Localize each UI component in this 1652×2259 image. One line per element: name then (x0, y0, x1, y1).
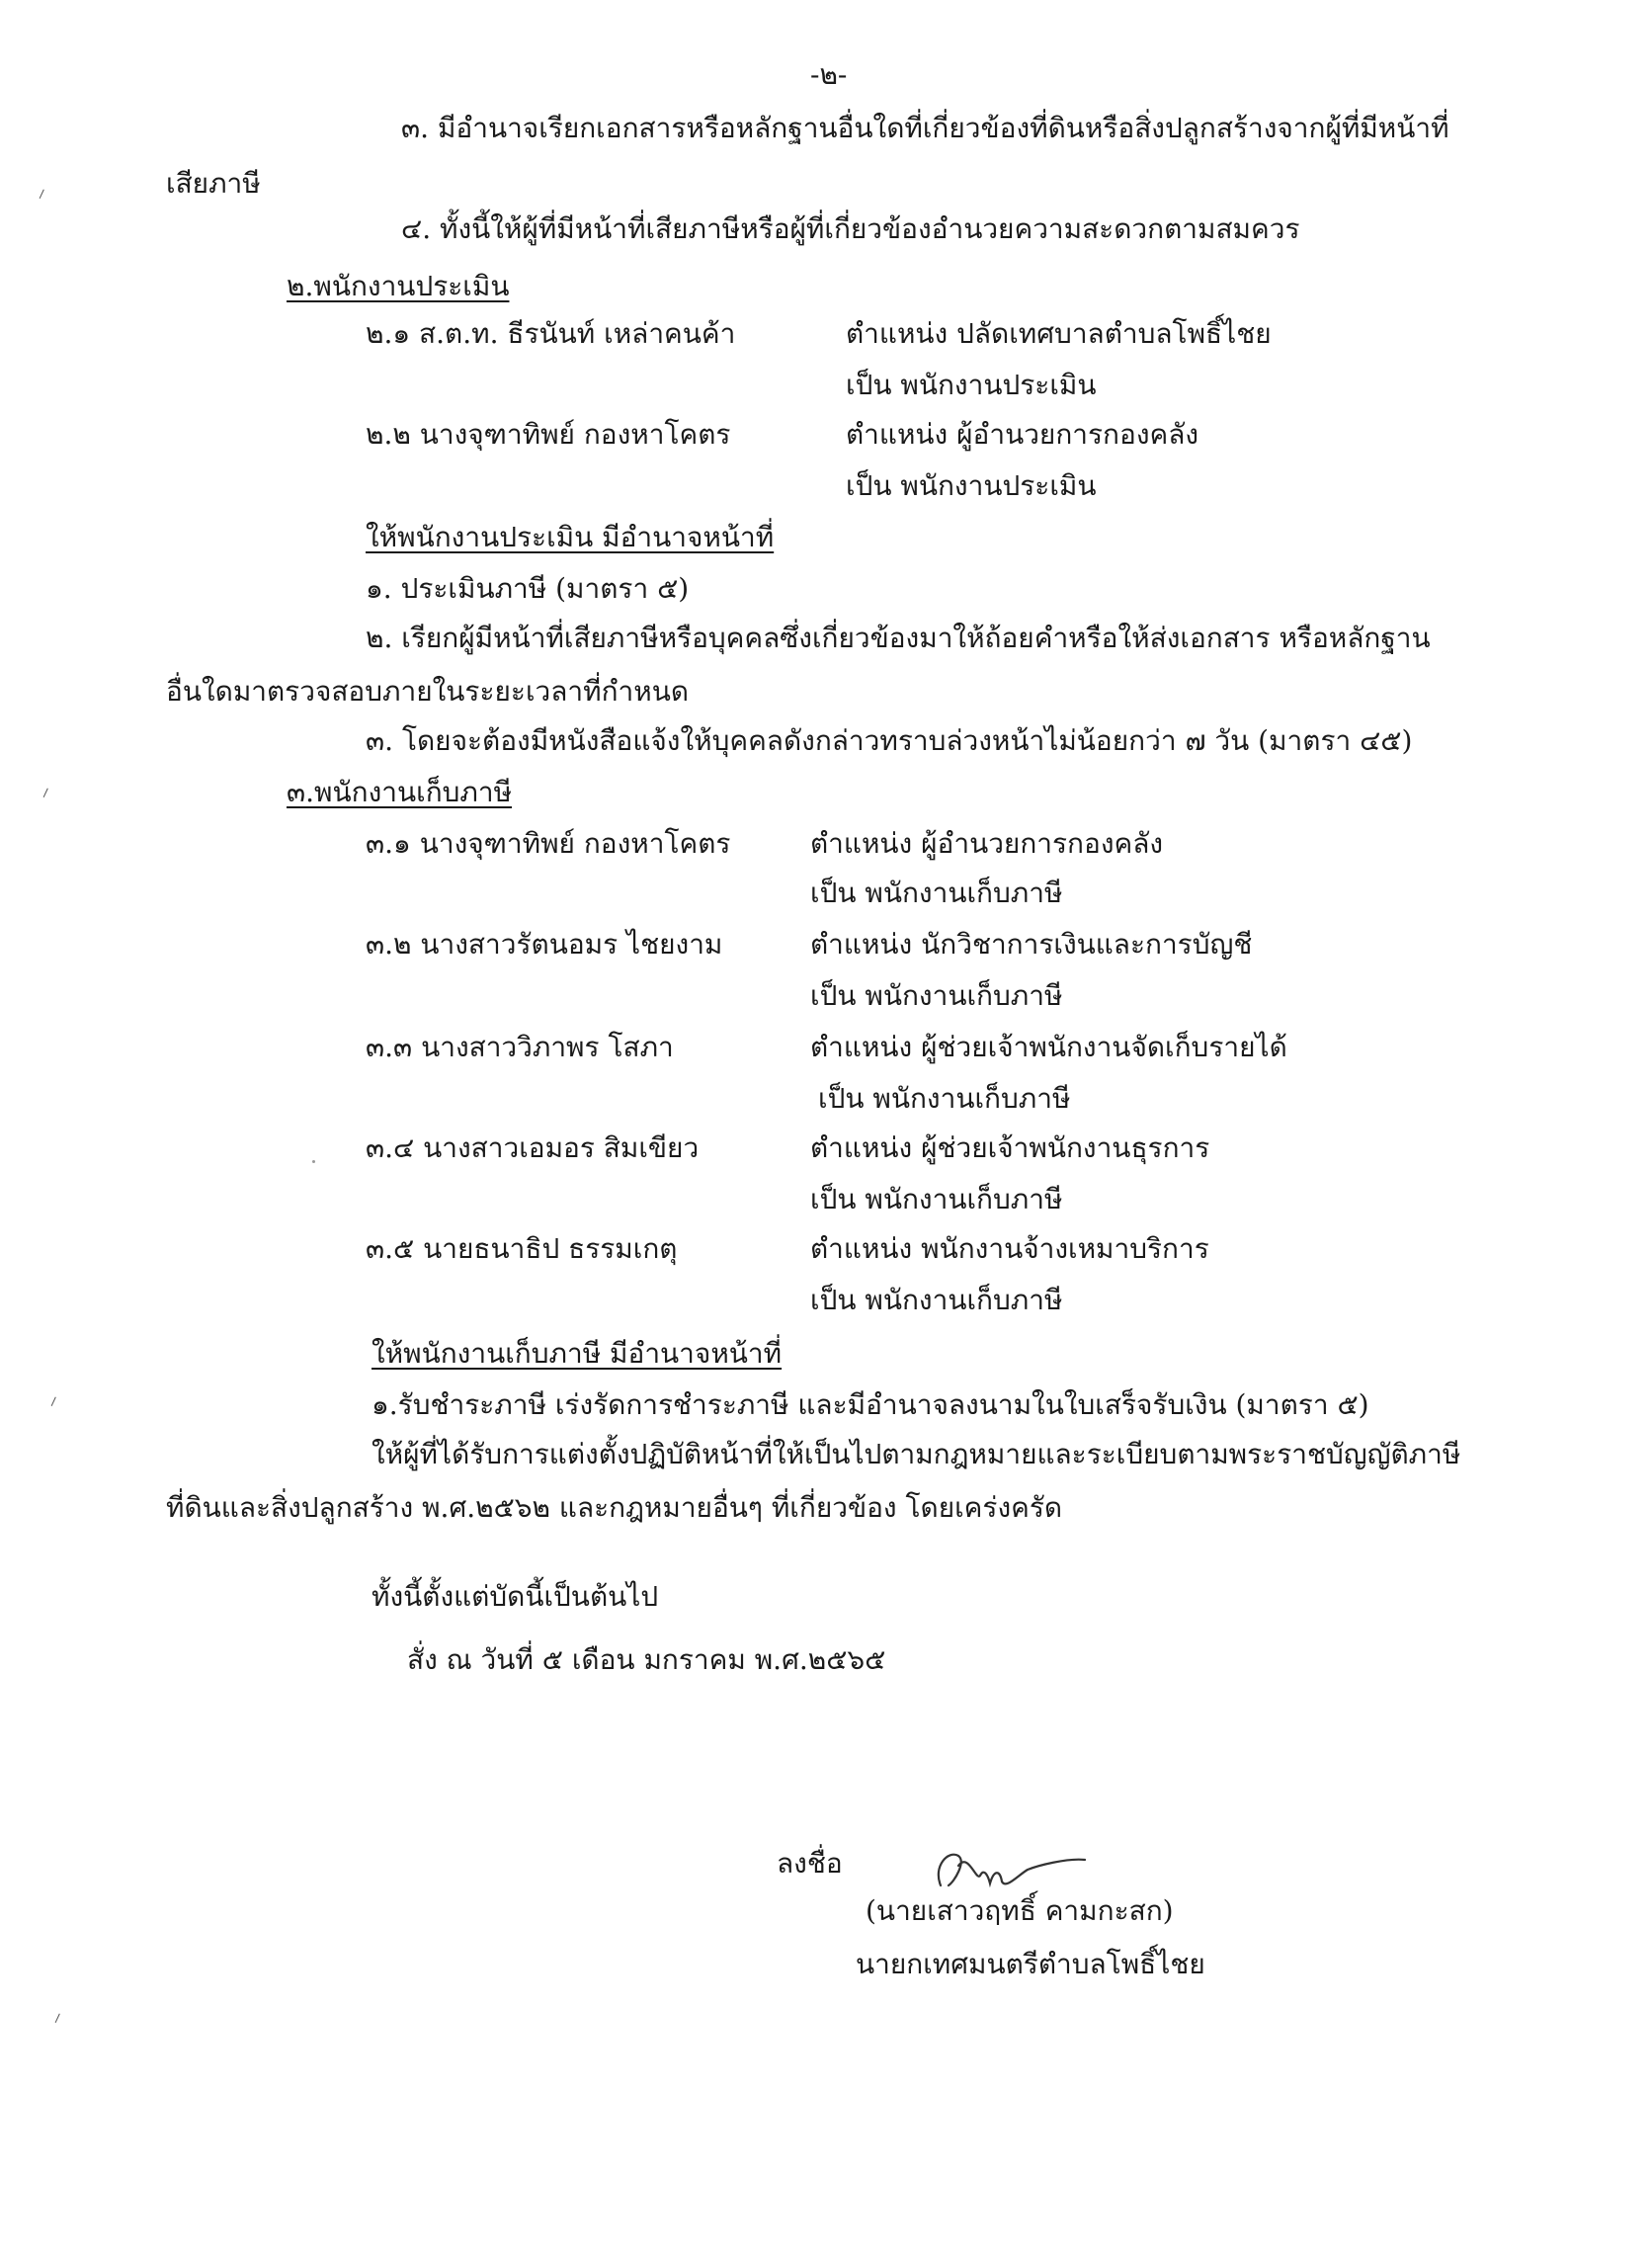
authority-item-3-cont: เสียภาษี (166, 167, 261, 200)
collector-position: ตำแหน่ง ผู้ช่วยเจ้าพนักงานธุรการ (810, 1131, 1210, 1164)
order-date: สั่ง ณ วันที่ ๕ เดือน มกราคม พ.ศ.๒๕๖๕ (407, 1643, 886, 1676)
assessor-role: เป็น พนักงานประเมิน (846, 469, 1097, 502)
collector-role: เป็น พนักงานเก็บภาษี (810, 979, 1063, 1012)
collector-position: ตำแหน่ง นักวิชาการเงินและการบัญชี (810, 928, 1253, 961)
collector-role: เป็น พนักงานเก็บภาษี (818, 1082, 1071, 1115)
authority-item-3: ๓. มีอำนาจเรียกเอกสารหรือหลักฐานอื่นใดที่เกี่ยวข้องที่ดินหรือสิ่งปลูกสร้างจากผู้ที่มีหน้าที่ (401, 112, 1449, 144)
assessor-duty-2: ๒. เรียกผู้มีหน้าที่เสียภาษีหรือบุคคลซึ่งเกี่ยวข้องมาให้ถ้อยคำหรือให้ส่งเอกสาร หรือหลักฐาน (366, 622, 1431, 654)
effective-statement: ทั้งนี้ตั้งแต่บัดนี้เป็นต้นไป (372, 1580, 659, 1613)
scan-dot (312, 1160, 315, 1163)
collector-name: ๓.๒ นางสาวรัตนอมร ไชยงาม (366, 928, 723, 961)
assessor-duty-3: ๓. โดยจะต้องมีหนังสือแจ้งให้บุคคลดังกล่าวทราบล่วงหน้าไม่น้อยกว่า ๗ วัน (มาตรา ๔๕) (366, 724, 1413, 757)
collector-name: ๓.๔ นางสาวเอมอร สิมเขียว (366, 1131, 700, 1164)
collector-name: ๓.๑ นางจุฑาทิพย์ กองหาโคตร (366, 827, 731, 860)
assessor-name: ๒.๑ ส.ต.ท. ธีรนันท์ เหล่าคนค้า (366, 317, 736, 350)
collector-position: ตำแหน่ง ผู้อำนวยการกองคลัง (810, 827, 1164, 860)
scan-mark (38, 786, 48, 797)
assessor-duty-2-cont: อื่นใดมาตรวจสอบภายในระยะเวลาที่กำหนด (166, 675, 690, 708)
assessors-heading: ๒.พนักงานประเมิน (287, 270, 510, 302)
scan-mark (34, 187, 44, 199)
assessors-duties-heading: ให้พนักงานประเมิน มีอำนาจหน้าที่ (366, 521, 775, 553)
collectors-heading: ๓.พนักงานเก็บภาษี (287, 776, 513, 808)
scan-mark (45, 1394, 56, 1406)
collector-name: ๓.๕ นายธนาธิป ธรรมเกตุ (366, 1232, 678, 1265)
page-number: -๒- (810, 58, 848, 91)
collectors-duties-heading: ให้พนักงานเก็บภาษี มีอำนาจหน้าที่ (372, 1337, 783, 1370)
collector-role: เป็น พนักงานเก็บภาษี (810, 877, 1063, 909)
scan-mark (49, 2011, 60, 2023)
sign-label: ลงชื่อ (777, 1847, 843, 1880)
assessor-position: ตำแหน่ง ผู้อำนวยการกองคลัง (846, 418, 1199, 451)
signer-name: (นายเสาวฤทธิ์ คามกะสก) (866, 1894, 1174, 1927)
collector-role: เป็น พนักงานเก็บภาษี (810, 1284, 1063, 1316)
collector-name: ๓.๓ นางสาววิภาพร โสภา (366, 1031, 674, 1063)
closing-paragraph-line2: ที่ดินและสิ่งปลูกสร้าง พ.ศ.๒๕๖๒ และกฎหมายอื่นๆ ที่เกี่ยวข้อง โดยเคร่งครัด (166, 1491, 1063, 1524)
assessor-role: เป็น พนักงานประเมิน (846, 369, 1097, 401)
authority-item-4: ๔. ทั้งนี้ให้ผู้ที่มีหน้าที่เสียภาษีหรือผู้ที่เกี่ยวข้องอำนวยความสะดวกตามสมควร (401, 212, 1300, 245)
signer-title: นายกเทศมนตรีตำบลโพธิ์ไชย (856, 1948, 1205, 1980)
collector-position: ตำแหน่ง ผู้ช่วยเจ้าพนักงานจัดเก็บรายได้ (810, 1031, 1287, 1063)
assessor-duty-1: ๑. ประเมินภาษี (มาตรา ๕) (366, 572, 690, 605)
collector-position: ตำแหน่ง พนักงานจ้างเหมาบริการ (810, 1232, 1209, 1265)
collector-duty-1: ๑.รับชำระภาษี เร่งรัดการชำระภาษี และมีอำนาจลงนามในใบเสร็จรับเงิน (มาตรา ๕) (372, 1388, 1369, 1421)
collector-role: เป็น พนักงานเก็บภาษี (810, 1183, 1063, 1215)
closing-paragraph-line1: ให้ผู้ที่ได้รับการแต่งตั้งปฏิบัติหน้าที่ให้เป็นไปตามกฎหมายและระเบียบตามพระราชบัญญัติภาษี (372, 1438, 1461, 1470)
assessor-position: ตำแหน่ง ปลัดเทศบาลตำบลโพธิ์ไชย (846, 317, 1272, 350)
assessor-name: ๒.๒ นางจุฑาทิพย์ กองหาโคตร (366, 418, 731, 451)
